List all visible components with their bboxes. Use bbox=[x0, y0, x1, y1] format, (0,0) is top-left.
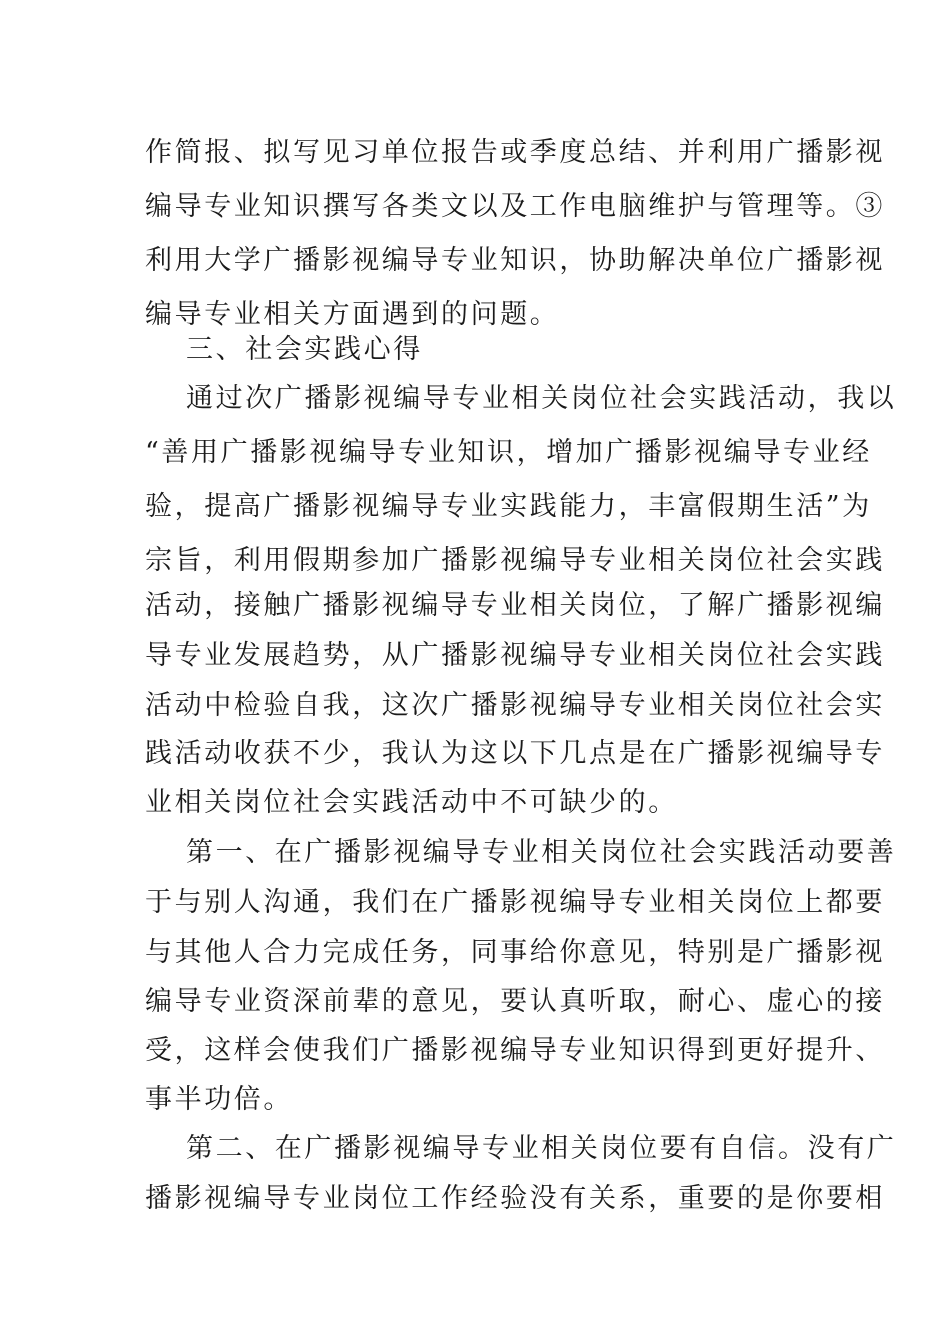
paragraph-first-line: 第一、在广播影视编导专业相关岗位社会实践活动要善 bbox=[186, 837, 897, 868]
paragraph-first-line: 通过次广播影视编导专业相关岗位社会实践活动，我以 bbox=[186, 383, 897, 414]
text-line: 验，提高广播影视编导专业实践能力，丰富假期生活”为 bbox=[145, 491, 872, 522]
text-line: 受，这样会使我们广播影视编导专业知识得到更好提升、 bbox=[145, 1035, 885, 1066]
text-line: 编导专业知识撰写各类文以及工作电脑维护与管理等。③ bbox=[145, 191, 885, 222]
text-line: 利用大学广播影视编导专业知识，协助解决单位广播影视 bbox=[145, 245, 885, 276]
section-heading: 三、社会实践心得 bbox=[186, 334, 423, 365]
text-line: 编导专业相关方面遇到的问题。 bbox=[145, 299, 560, 330]
text-line: 事半功倍。 bbox=[145, 1084, 293, 1115]
text-line: 作简报、拟写见习单位报告或季度总结、并利用广播影视 bbox=[145, 137, 885, 168]
text-line: 编导专业资深前辈的意见，要认真听取，耐心、虚心的接 bbox=[145, 986, 885, 1017]
paragraph-first-line: 第二、在广播影视编导专业相关岗位要有自信。没有广 bbox=[186, 1133, 897, 1164]
text-line: 宗旨，利用假期参加广播影视编导专业相关岗位社会实践 bbox=[145, 545, 885, 576]
text-line: 与其他人合力完成任务，同事给你意见，特别是广播影视 bbox=[145, 937, 885, 968]
text-line: 活动中检验自我，这次广播影视编导专业相关岗位社会实 bbox=[145, 690, 885, 721]
text-line: 践活动收获不少，我认为这以下几点是在广播影视编导专 bbox=[145, 738, 885, 769]
text-line: 业相关岗位社会实践活动中不可缺少的。 bbox=[145, 787, 678, 818]
text-line: 播影视编导专业岗位工作经验没有关系，重要的是你要相 bbox=[145, 1183, 885, 1214]
text-line: 活动，接触广播影视编导专业相关岗位，了解广播影视编 bbox=[145, 590, 885, 621]
text-line: 于与别人沟通，我们在广播影视编导专业相关岗位上都要 bbox=[145, 887, 885, 918]
text-line: “善用广播影视编导专业知识，增加广播影视编导专业经 bbox=[145, 437, 872, 468]
text-line: 导专业发展趋势，从广播影视编导专业相关岗位社会实践 bbox=[145, 640, 885, 671]
